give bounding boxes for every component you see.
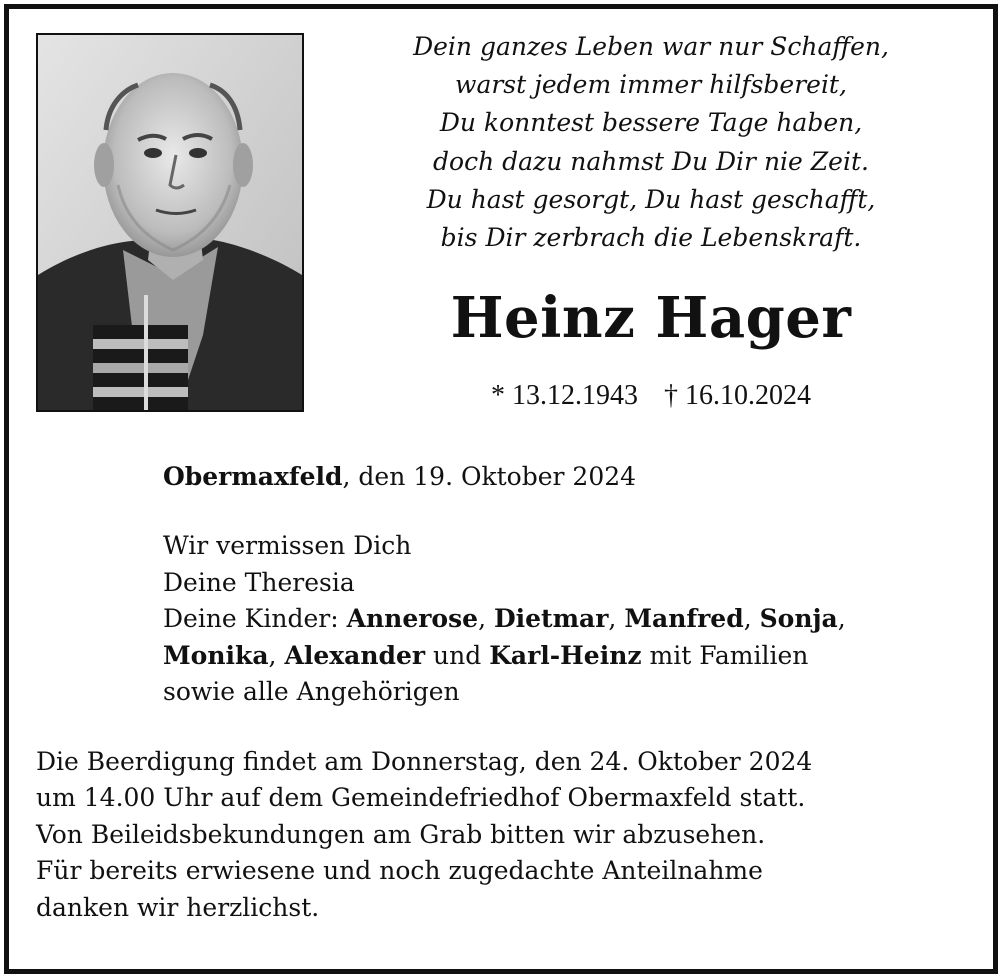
child-name: Annerose xyxy=(346,604,479,634)
child-name: Dietmar xyxy=(493,604,609,634)
separator: , xyxy=(837,604,846,634)
children-line xyxy=(163,638,846,675)
separator: , xyxy=(478,604,494,634)
portrait-photo-icon xyxy=(38,35,302,410)
poem-line: Dein ganzes Leben war nur Schaffen, xyxy=(413,32,889,61)
deceased-name: Heinz Hager xyxy=(450,285,852,351)
separator: , xyxy=(608,604,625,634)
notice-date: , den 19. Oktober 2024 xyxy=(342,462,637,491)
place-date-line xyxy=(163,459,636,495)
child-name: Manfred xyxy=(624,604,744,634)
place-name: Obermaxfeld xyxy=(163,462,343,491)
child-name: Alexander xyxy=(284,640,426,670)
children-line xyxy=(163,601,846,638)
poem xyxy=(320,28,982,257)
funeral-line: danken wir herzlichst. xyxy=(36,892,320,922)
poem-line: warst jedem immer hilfsbereit, xyxy=(455,70,847,100)
child-name: Sonja xyxy=(759,604,838,634)
child-name: Karl-Heinz xyxy=(489,640,642,670)
family-line: Deine Theresia xyxy=(163,567,355,597)
separator: , xyxy=(268,640,285,670)
poem-line: Du konntest bessere Tage haben, xyxy=(439,108,863,138)
life-dates xyxy=(320,378,982,414)
family-signature xyxy=(163,528,846,711)
separator: , xyxy=(743,604,760,634)
family-line: Wir vermissen Dich xyxy=(163,531,412,560)
funeral-line: um 14.00 Uhr auf dem Gemeindefriedhof Obermaxfeld statt. xyxy=(36,783,806,813)
portrait-photo xyxy=(36,33,304,412)
poem-line: bis Dir zerbrach die Lebenskraft. xyxy=(440,223,862,253)
poem-line: Du hast gesorgt, Du hast geschafft, xyxy=(426,184,876,214)
poem-line: doch dazu nahmst Du Dir nie Zeit. xyxy=(433,146,869,176)
funeral-line: Für bereits erwiesene und noch zugedachte Anteilnahme xyxy=(36,856,763,886)
family-line: sowie alle Angehörigen xyxy=(163,677,460,707)
death-date: † 16.10.2024 xyxy=(664,380,811,411)
funeral-info xyxy=(36,744,812,926)
birth-date: * 13.12.1943 xyxy=(491,380,638,411)
families-suffix: mit Familien xyxy=(641,640,809,670)
child-name: Monika xyxy=(163,640,269,670)
children-prefix: Deine Kinder: xyxy=(163,604,347,634)
conjunction: und xyxy=(425,640,490,670)
funeral-line: Von Beileidsbekundungen am Grab bitten wir abzusehen. xyxy=(36,819,766,849)
funeral-line: Die Beerdigung findet am Donnerstag, den 24. Oktober 2024 xyxy=(36,747,813,776)
